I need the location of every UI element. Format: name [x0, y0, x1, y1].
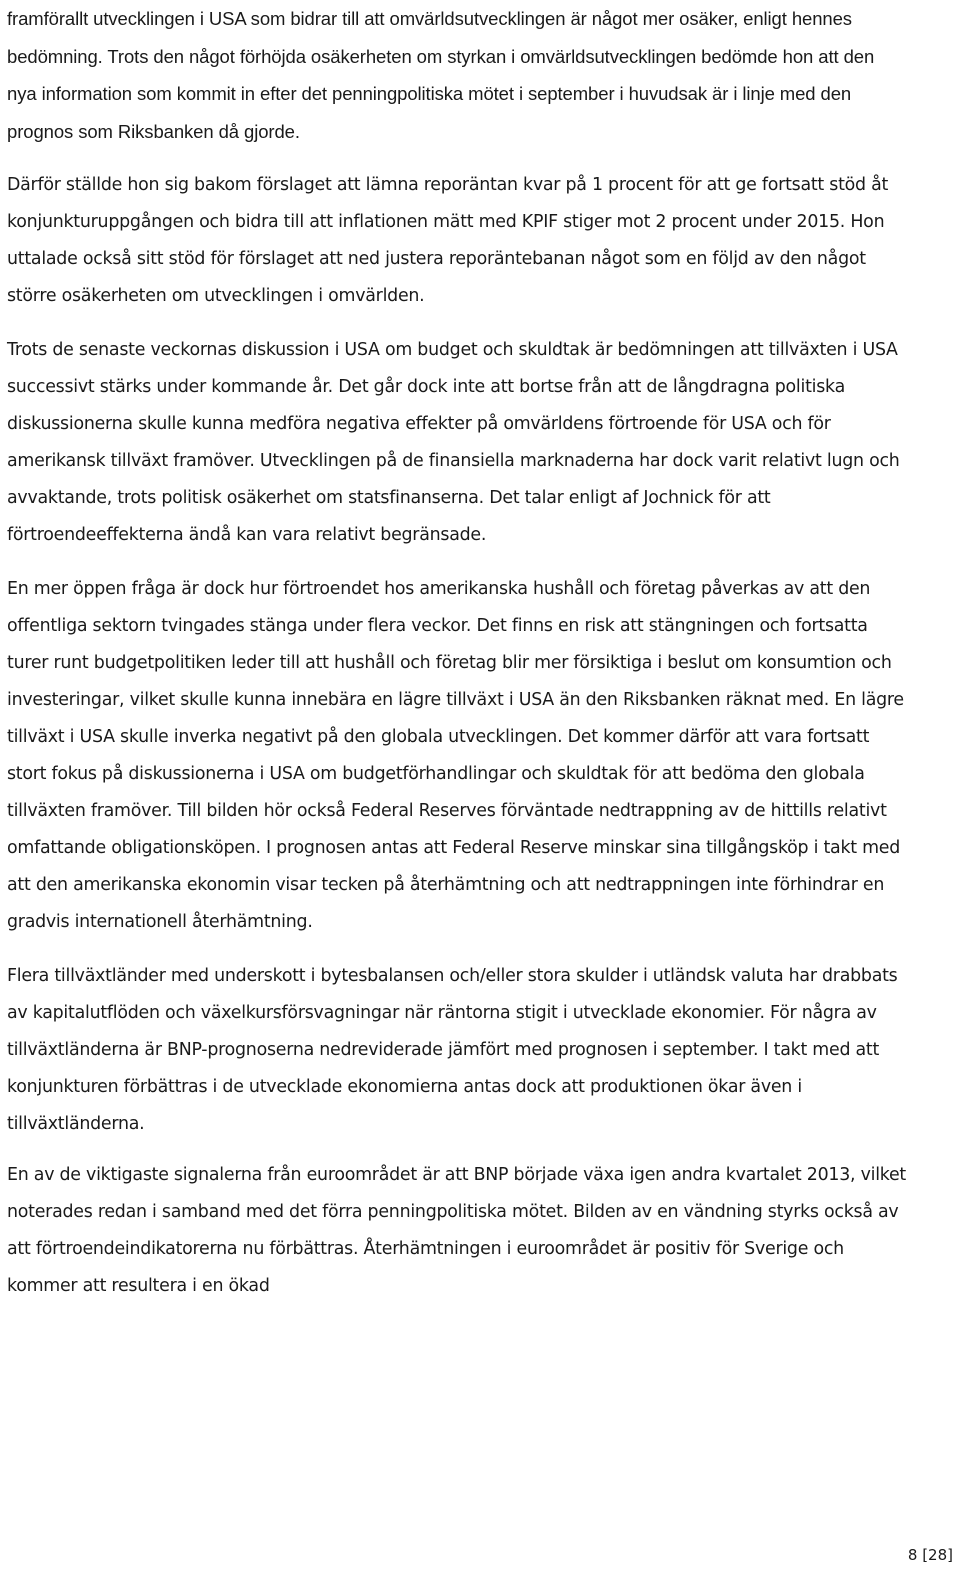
- paragraph-4: En mer öppen fråga är dock hur förtroendet hos amerikanska hushåll och företag påverkas av att den offentliga sektorn tvingades stänga under flera veckor. Det finns en risk att stängningen och fortsatta turer runt budgetpolitiken leder till att hushåll och företag blir mer försiktiga i beslut om konsumtion och investeringar, vilket skulle kunna innebära en lägre tillväxt i USA än den Riksbanken räknat med. En lägre tillväxt i USA skulle inverka negativt på den globala utvecklingen. Det kommer därför att vara fortsatt stort fokus på diskussionerna i USA om budgetförhandlingar och skuldtak för att bedöma den globala tillväxten framöver. Till bilden hör också Federal Reserves förväntade nedtrappning av de hittills relativt omfattande obligationsköpen. I prognosen antas att Federal Reserve minskar sina tillgångsköp i takt med att den amerikanska ekonomin visar tecken på återhämtning och att nedtrappningen inte förhindrar en gradvis internationell återhämtning.: [7, 579, 904, 932]
- paragraph-3: Trots de senaste veckornas diskussion i USA om budget och skuldtak är bedömningen att tillväxten i USA successivt stärks under kommande år. Det går dock inte att bortse från att de långdragna politiska diskussionerna skulle kunna medföra negativa effekter på omvärldens förtroende för USA och för amerikansk tillväxt framöver. Utvecklingen på de finansiella marknaderna har dock varit relativt lugn och avvaktande, trots politisk osäkerhet om statsfinanserna. Det talar enligt af Jochnick för att förtroendeeffekterna ändå kan vara relativt begränsade.: [7, 340, 900, 545]
- page-number: 8 [28]: [907, 1546, 953, 1564]
- paragraph-6: En av de viktigaste signalerna från euroområdet är att BNP började växa igen andra kvartalet 2013, vilket noterades redan i samband med det förra penningpolitiska mötet. Bilden av en vändning styrks också av att förtroendeindikatorerna nu förbättras. Återhämtningen i euroområdet är positiv för Sverige och kommer att resultera i en ökad: [7, 1165, 907, 1296]
- paragraph-1: framförallt utvecklingen i USA som bidrar till att omvärldsutvecklingen är något mer osäker, enligt hennes bedömning. Trots den något förhöjda osäkerheten om styrkan i omvärldsutvecklingen bedömde hon att den nya information som kommit in efter det penningpolitiska mötet i september i huvudsak är i linje med den prognos som Riksbanken då gjorde.: [7, 8, 875, 142]
- paragraph-5: Flera tillväxtländer med underskott i bytesbalansen och/eller stora skulder i utländsk valuta har drabbats av kapitalutflöden och växelkursförsvagningar när räntorna stigit i utvecklade ekonomier. För några av tillväxtländerna är BNP-prognoserna nedreviderade jämfört med prognosen i september. I takt med att konjunkturen förbättras i de utvecklade ekonomierna antas dock att produktionen ökar även i tillväxtländerna.: [7, 966, 898, 1134]
- document-page: [7, 0, 907, 1305]
- paragraph-2: Därför ställde hon sig bakom förslaget att lämna reporäntan kvar på 1 procent för att ge fortsatt stöd åt konjunkturuppgången och bidra till att inflationen mätt med KPIF stiger mot 2 procent under 2015. Hon uttalade också sitt stöd för förslaget att ned justera reporäntebanan något som en följd av den något större osäkerheten om utvecklingen i omvärlden.: [7, 175, 889, 306]
